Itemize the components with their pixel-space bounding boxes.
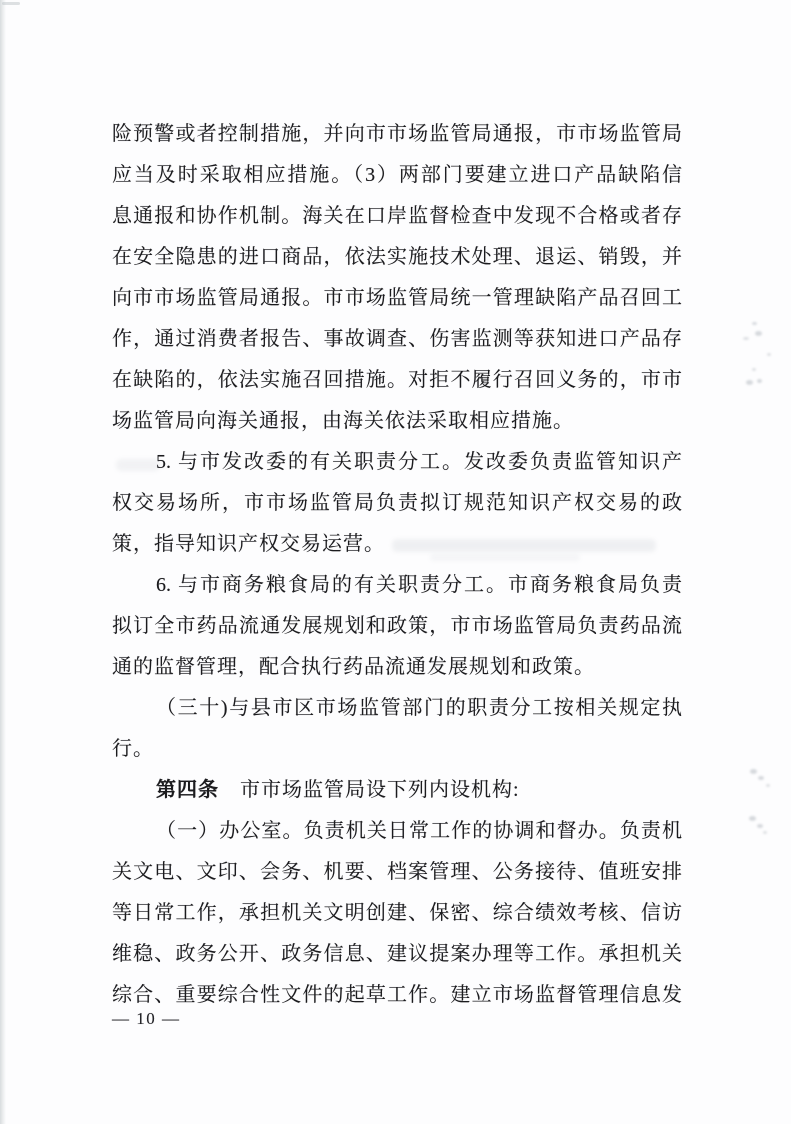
text-line: 5. 与市发改委的有关职责分工。发改委负责监管知识产 xyxy=(156,451,682,473)
ink-bleed-ghost xyxy=(116,459,160,471)
text-line: 应当及时采取相应措施。（3）两部门要建立进口产品缺陷信 xyxy=(112,164,682,186)
text-line: 关文电、文印、会务、机要、档案管理、公务接待、值班安排 xyxy=(112,861,682,883)
scan-smudge xyxy=(767,353,771,356)
text-line: 综合、重要综合性文件的起草工作。建立市场监督管理信息发 xyxy=(112,984,682,1006)
text-line: 等日常工作，承担机关文明创建、保密、综合绩效考核、信访 xyxy=(112,902,682,924)
text-line: 第四条 市市场监管局设下列内设机构: xyxy=(156,779,520,801)
text-line: 在缺陷的，依法实施召回措施。对拒不履行召回义务的，市市 xyxy=(112,369,682,391)
scan-smudge xyxy=(750,769,757,774)
text-line: 在安全隐患的进口商品，依法实施技术处理、退运、销毁，并 xyxy=(112,246,682,268)
scan-smudge xyxy=(757,824,763,828)
scan-smudge xyxy=(757,379,762,383)
text-line: 通的监督管理，配合执行药品流通发展规划和政策。 xyxy=(112,656,595,678)
text-line: 权交易场所，市市场监管局负责拟订规范知识产权交易的政 xyxy=(112,492,682,514)
text-line: 向市市场监管局通报。市市场监管局统一管理缺陷产品召回工 xyxy=(112,287,682,309)
text-line: （一）办公室。负责机关日常工作的协调和督办。负责机 xyxy=(156,820,682,842)
ink-bleed-ghost xyxy=(430,554,580,561)
page-edge-shadow xyxy=(0,0,6,1124)
scan-smudge xyxy=(749,816,756,821)
text-line: 6. 与市商务粮食局的有关职责分工。市商务粮食局负责 xyxy=(156,574,682,596)
text-line: 息通报和协作机制。海关在口岸监督检查中发现不合格或者存 xyxy=(112,205,682,227)
scan-smudge xyxy=(752,368,756,371)
scan-speck xyxy=(2,2,20,5)
text-line: 作，通过消费者报告、事故调查、伤害监测等获知进口产品存 xyxy=(112,328,682,350)
text-line: （三十)与县市区市场监管部门的职责分工按相关规定执 xyxy=(156,697,682,719)
text-line: 场监管局向海关通报，由海关依法采取相应措施。 xyxy=(112,410,574,432)
text-line: 拟订全市药品流通发展规划和政策，市市场监管局负责药品流 xyxy=(112,615,682,637)
scan-smudge xyxy=(758,776,764,780)
ink-bleed-ghost xyxy=(392,539,656,552)
scan-smudge xyxy=(743,337,749,340)
text-line: 行。 xyxy=(112,738,154,760)
text-line: 策，指导知识产权交易运营。 xyxy=(112,533,385,555)
scan-smudge xyxy=(763,831,767,834)
scan-smudge xyxy=(752,322,757,325)
scan-smudge xyxy=(766,784,770,787)
document-body xyxy=(112,114,682,1016)
page-number: — 10 — xyxy=(112,1009,181,1028)
article-heading-bold: 第四条 xyxy=(156,779,219,801)
scan-smudge xyxy=(755,331,762,336)
text-line: 维稳、政务公开、政务信息、建议提案办理等工作。承担机关 xyxy=(112,943,682,965)
scan-smudge xyxy=(746,380,753,385)
text-line: 险预警或者控制措施，并向市市场监管局通报，市市场监管局 xyxy=(112,123,682,145)
